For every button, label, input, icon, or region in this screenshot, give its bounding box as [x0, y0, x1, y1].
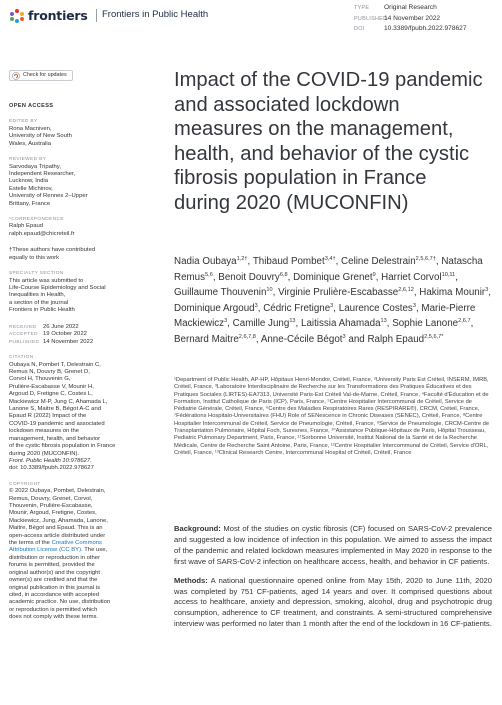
author-name: Hakima Mounir: [419, 287, 486, 299]
contribution-note: [9, 247, 135, 262]
meta-key: DOI: [354, 26, 365, 33]
author[interactable]: [293, 272, 376, 283]
correspondence-label: *CORRESPONDENCE: [9, 216, 64, 222]
edited-by-label: EDITED BY: [9, 119, 38, 125]
copyright-line: Remus, Douvry, Grenet, Corvol,: [9, 495, 93, 502]
header-divider: [96, 9, 97, 22]
author[interactable]: [174, 287, 273, 298]
copyright-line: Thouvenin, Prulière-Escabasse,: [9, 503, 93, 510]
abstract: [174, 524, 492, 638]
author-affiliation-marks: 3: [342, 333, 346, 340]
logo-dot: [10, 17, 14, 21]
text-line: Ralph Epaud: [9, 223, 44, 230]
citation-line: Prulière-Escabasse V, Mounir H,: [9, 383, 94, 390]
text-line: equally to this work: [9, 254, 60, 261]
text-line: Brittany, France: [9, 200, 51, 207]
copyright-line: original author(s) and the copyright: [9, 569, 101, 576]
citation-line: Corvol H, Thouvenin G,: [9, 376, 71, 383]
dates-section: [9, 324, 135, 347]
author-affiliation-marks: 2,5,6,7*: [424, 333, 444, 340]
text-line: †These authors have contributed: [9, 247, 96, 254]
meta-row: [354, 24, 467, 35]
author-name: Dominique Argoud: [174, 302, 255, 314]
copyright-section: [9, 482, 135, 622]
specialty-section: [9, 271, 135, 315]
cc-license-link[interactable]: Creative Commons: [51, 540, 102, 547]
logo-dot: [20, 17, 24, 21]
copyright-line: owner(s) are credited and that the: [9, 577, 98, 584]
citation-line: Remus N, Douvry B, Grenet D,: [9, 369, 90, 376]
author-affiliation-marks: 3: [412, 302, 416, 309]
copyright-line: academic practice. No use, distribution: [9, 599, 111, 606]
text-line: Independent Researcher,: [9, 170, 76, 177]
author-affiliation-marks: 2,6,7,8: [238, 333, 256, 340]
copyright-line: cited, in accordance with accepted: [9, 591, 100, 598]
meta-row: [354, 14, 467, 25]
logo-text: frontiers: [28, 8, 88, 23]
author[interactable]: [278, 287, 414, 298]
text-line: Estelle Michinov,: [9, 185, 53, 192]
citation-line: Epaud R (2022) Impact of the: [9, 413, 87, 420]
author-name: Laurence Costes: [338, 302, 413, 314]
author-affiliation-marks: 10: [266, 287, 273, 294]
logo-dot: [15, 19, 19, 23]
author-affiliation-marks: 2,6,7: [458, 318, 471, 325]
text-line: This article was submitted to: [9, 277, 84, 284]
date-label: RECEIVED: [9, 324, 37, 330]
author-affiliation-marks: 13: [380, 318, 387, 325]
citation-label: CITATION: [9, 355, 34, 361]
author-affiliation-marks: 3: [254, 302, 258, 309]
citation-line: of the cystic fibrosis population in France: [9, 443, 116, 450]
reviewed-by-label: REVIEWED BY: [9, 157, 47, 163]
meta-key: PUBLISHED: [354, 15, 388, 22]
journal-prefix: Frontiers in: [102, 9, 150, 20]
author-affiliation-marks: 5,6: [205, 271, 213, 278]
author[interactable]: [233, 318, 296, 329]
specialty-label: SPECIALTY SECTION: [9, 271, 64, 277]
date-row: [9, 339, 135, 347]
citation-text: [9, 362, 135, 473]
meta-value: Original Research: [384, 4, 437, 11]
author[interactable]: [381, 272, 455, 283]
author[interactable]: [174, 303, 258, 314]
author[interactable]: [392, 318, 470, 329]
date-row: [9, 331, 135, 339]
meta-key: TYPE: [354, 5, 370, 11]
author-affiliation-marks: 3,4†: [324, 256, 336, 262]
author-affiliation-marks: 3: [330, 302, 334, 309]
author-affiliation-marks: 3: [485, 287, 489, 294]
page-header: [0, 0, 502, 40]
open-access-label: OPEN ACCESS: [9, 102, 54, 109]
citation-line: management, health, and behavior: [9, 435, 101, 442]
text-line: a section of the journal: [9, 299, 69, 306]
meta-value[interactable]: 10.3389/fpubh.2022.978627: [384, 25, 467, 33]
frontiers-logo-icon: [10, 9, 24, 23]
edited-by-section: [9, 119, 135, 148]
citation-line: Front. Public Health 10:978627.: [9, 457, 92, 464]
date-value: 14 November 2022: [43, 338, 94, 345]
citation-line: doi: 10.3389/fpubh.2022.978627: [9, 465, 94, 472]
author-name: Dominique Grenet: [293, 271, 373, 283]
reviewed-by-text: [9, 164, 135, 208]
author-name: Anne-Cécile Bégot: [260, 333, 343, 345]
date-value: 19 October 2022: [43, 331, 87, 338]
copyright-line: Mounir, Argoud, Fretigne, Costes,: [9, 510, 97, 517]
text-line: University of Rennes 2–Upper: [9, 193, 88, 200]
author-name: Bernard Maitre: [174, 333, 239, 345]
text-line: Inequalities in Health,: [9, 292, 66, 299]
date-row: [9, 324, 135, 332]
journal-name[interactable]: [102, 9, 208, 20]
author-affiliation-marks: 6,8: [279, 271, 288, 278]
author[interactable]: [348, 334, 443, 345]
citation-line: during 2020 (MUCONFIN).: [9, 450, 80, 457]
copyright-line: © 2022 Oubaya, Pombet, Delestrain,: [9, 488, 106, 495]
citation-line: Lanone S, Maitre B, Bégot A-C and: [9, 406, 102, 413]
frontiers-logo[interactable]: [10, 8, 88, 23]
author-affiliation-marks: 2,5,6,7†: [415, 256, 436, 262]
logo-dot: [15, 9, 19, 13]
abstract-paragraph: [174, 524, 492, 568]
reviewed-by-section: [9, 157, 135, 208]
citation-section: [9, 355, 135, 473]
correspondence-section: [9, 217, 135, 238]
logo-dot: [10, 12, 14, 16]
author-name: Cédric Fretigne: [263, 302, 331, 314]
text-line: Lucknow, India: [9, 178, 48, 185]
text-line: ralph.epaud@chicreteil.fr: [9, 230, 75, 237]
text-line: Wales, Australia: [9, 140, 52, 147]
text-line: University of New South: [9, 133, 72, 140]
journal-title: Public Health: [152, 9, 209, 20]
specialty-text: [9, 278, 135, 315]
author-affiliation-marks: 2,6,12: [398, 287, 414, 294]
author-affiliation-marks: 13: [289, 318, 296, 325]
copyright-line: The use,: [82, 547, 108, 554]
meta-row: [354, 3, 467, 14]
author-list: Nadia Oubaya$^{1,2\dagger}$, Thibaud Pombet$^{3,4\dagger}$, Celine Delestrain$^{2,5,6,7\dagger}$, Natascha Remus$^{5,6}$, Benoit Douvry$^{6,8}$, Dominique Grenet$^9$, Harriet Corvol$^{10,11}$, Guillaume Thouvenin$^{10}$, Virginie Prulière-Escabasse$^{2,6,12}$, Hakima Mounir$^3$, Dominique Argoud$^3$, Cédric Fretigne$^3$, Laurence Costes$^3$, Marie-Pierre Mackiewicz$^3$, Camille Jung$^{13}$, Laitissia Ahamada$^{13}$, Sophie Lanone$^{2,6,7}$, Bernard Maitre$^{2,6,7,8}$, Anne-Cécile Bégot$^3$ and Ralph Epaud$^{2,5,6,7*}$: [174, 256, 492, 345]
check-for-updates-label: Check for updates: [23, 71, 67, 78]
author-name: Harriet Corvol: [381, 271, 442, 283]
cc-license-link[interactable]: Attribution License (CC BY).: [9, 547, 83, 554]
author[interactable]: [341, 256, 436, 267]
author-name: Camille Jung: [232, 318, 290, 330]
abstract-heading: Methods:: [174, 575, 208, 585]
abstract-text: A national questionnaire opened online from May 15th, 2020 to June 11th, 2020 was completed by 751 CF-patients, aged 14 years and over. It comprised questions about access to healthcare, anxiety and depression, smoking, alcohol, drug and psychotropic drug consumption, adherence to CF treatment, and constraints. A semi-structured comprehensive interview was performed no later than 1 month after the end of the lockdown in 16 CF-patients.: [174, 575, 492, 629]
affiliations: ¹Department of Public Health, AP-HP, Hôpitaux Henri-Mondor, Créteil, France, ²University Paris Est Créteil, INSERM, IMRB, Créteil, France, ³Laboratoire Interdisciplinaire de Recherche sur les Transformations des Pratiques Éducatives et des Pratiques Sociales (LIRTES)-EA7313, Université Paris-Est Créteil Val-de-Marne, Créteil, France, ⁴Faculté d'Éducation et de Formation, Institut Catholique de Paris (ICP), Paris, France, ⁵Centre Hospitalier Intercommunal de Créteil, Service de Pédiatrie Générale, Créteil, France, ⁶Centre des Maladies Respiratoires Rares (RESPIRARE®), CRCM, Créteil, France, ⁷Fédérations Hospitalo-Universitaires (FHU) Role of SENescence in Chronic Diseases (SENEC), Créteil, France, ⁸Centre Hospitalier Intercommunal de Créteil, Service de Pneumologie, Créteil, France, ⁹Service de Pneumologie, CRCM-Centre de Transplantation Pulmonaire, Hôpital Foch, Suresnes, France, ¹⁰Assistance Publique-Hôpitaux de Paris, Hôpital Trousseau, Pediatric Pulmonary Department, Paris, France, ¹¹Sorbonne Université, Institut National de la Santé et de la Recherche Médicale, Centre de Recherche Saint Antoine, Paris, France, ¹²Centre Hospitalier Intercommunal de Créteil, Service d'ORL, Créteil, France, ¹³Clinical Research Centre, Intercommunal Hospital of Créteil, Créteil, France: [174, 377, 490, 456]
copyright-line: the terms of the: [9, 540, 50, 547]
author-name: Ralph Epaud: [367, 333, 425, 345]
check-for-updates-button[interactable]: [9, 70, 73, 81]
author[interactable]: [218, 272, 287, 283]
author-affiliation-marks: 1,2†: [236, 256, 248, 262]
meta-value: 14 November 2022: [384, 14, 441, 22]
author-name: Sophie Lanone: [392, 318, 459, 330]
author-name: Thibaud Pombet: [252, 256, 325, 267]
author-name: Natascha Remus: [174, 256, 483, 283]
abstract-heading: Background:: [174, 524, 221, 533]
sidebar: [9, 70, 135, 622]
author[interactable]: [261, 334, 346, 345]
author[interactable]: [301, 318, 387, 329]
copyright-line: original publication in this journal is: [9, 584, 101, 591]
author-conjunction: and: [348, 333, 368, 345]
author[interactable]: [253, 256, 336, 267]
text-line: Sarvodaya Tripathy,: [9, 163, 61, 170]
text-line: Rona Macniven,: [9, 125, 52, 132]
copyright-line: open-access article distributed under: [9, 532, 106, 539]
author[interactable]: [174, 334, 256, 345]
citation-line: Argoud D, Fretigne C, Costes L,: [9, 391, 93, 398]
abstract-text: Most of the studies on cystic fibrosis (CF) focused on SARS-CoV-2 prevalence and suggested a low incidence of infection in this population. We aimed to assess the impact of the pandemic and related lockdown measures implemented in May 2020 in response to the first wave of SARS-CoV-2 infection on healthcare access, health, and behavior in CF patients.: [174, 524, 492, 566]
author[interactable]: [419, 287, 488, 298]
copyright-label: COPYRIGHT: [9, 481, 41, 487]
author-name: Laitissia Ahamada: [301, 318, 381, 330]
citation-line: lockdown measures on the: [9, 428, 80, 435]
author-name: Benoit Douvry: [218, 271, 280, 283]
text-line: Frontiers in Public Health: [9, 307, 75, 314]
article-title: Impact of the COVID-19 pandemic and associated lockdown measures on the management, health, and behavior of the cystic fibrosis population in France during 2020 (MUCONFIN): [174, 69, 483, 214]
citation-line: Mackiewicz M-P, Jung C, Ahamada L,: [9, 398, 108, 405]
copyright-line: Mackiewicz, Jung, Ahamada, Lanone,: [9, 517, 108, 524]
author-name: Celine Delestrain: [341, 256, 416, 267]
copyright-line: forums is permitted, provided the: [9, 562, 95, 569]
copyright-line: Maitre, Bégot and Epaud. This is an: [9, 525, 103, 532]
author-affiliation-marks: 3: [224, 318, 228, 325]
logo-dot: [20, 12, 24, 16]
author-name: Marie-Pierre Mackiewicz: [174, 302, 476, 330]
copyright-line: or reproduction is permitted which: [9, 606, 98, 613]
date-label: ACCEPTED: [9, 332, 38, 338]
refresh-icon: [12, 72, 20, 80]
citation-line: Oubaya N, Pombet T, Delestrain C,: [9, 361, 101, 368]
author[interactable]: [339, 303, 416, 314]
author-affiliation-marks: 9: [372, 271, 376, 278]
abstract-paragraph: [174, 576, 492, 631]
article-meta: [354, 3, 467, 35]
citation-line: COVID-19 pandemic and associated: [9, 420, 105, 427]
author[interactable]: [263, 303, 333, 314]
author[interactable]: [174, 256, 248, 267]
author-name: Virginie Prulière-Escabasse: [278, 287, 399, 299]
copyright-text: [9, 488, 135, 621]
author-name: Guillaume Thouvenin: [174, 287, 267, 299]
date-value: 26 June 2022: [43, 323, 79, 330]
contribution-note-text: [9, 247, 135, 262]
author-name: Nadia Oubaya: [174, 256, 237, 267]
copyright-line: does not comply with these terms.: [9, 614, 99, 621]
date-label: PUBLISHED: [9, 339, 40, 345]
correspondence-text[interactable]: [9, 223, 135, 238]
edited-by-text: [9, 126, 135, 148]
text-line: Life-Course Epidemiology and Social: [9, 285, 106, 291]
author-affiliation-marks: 10,11: [441, 271, 456, 278]
copyright-line: distribution or reproduction in other: [9, 554, 101, 561]
